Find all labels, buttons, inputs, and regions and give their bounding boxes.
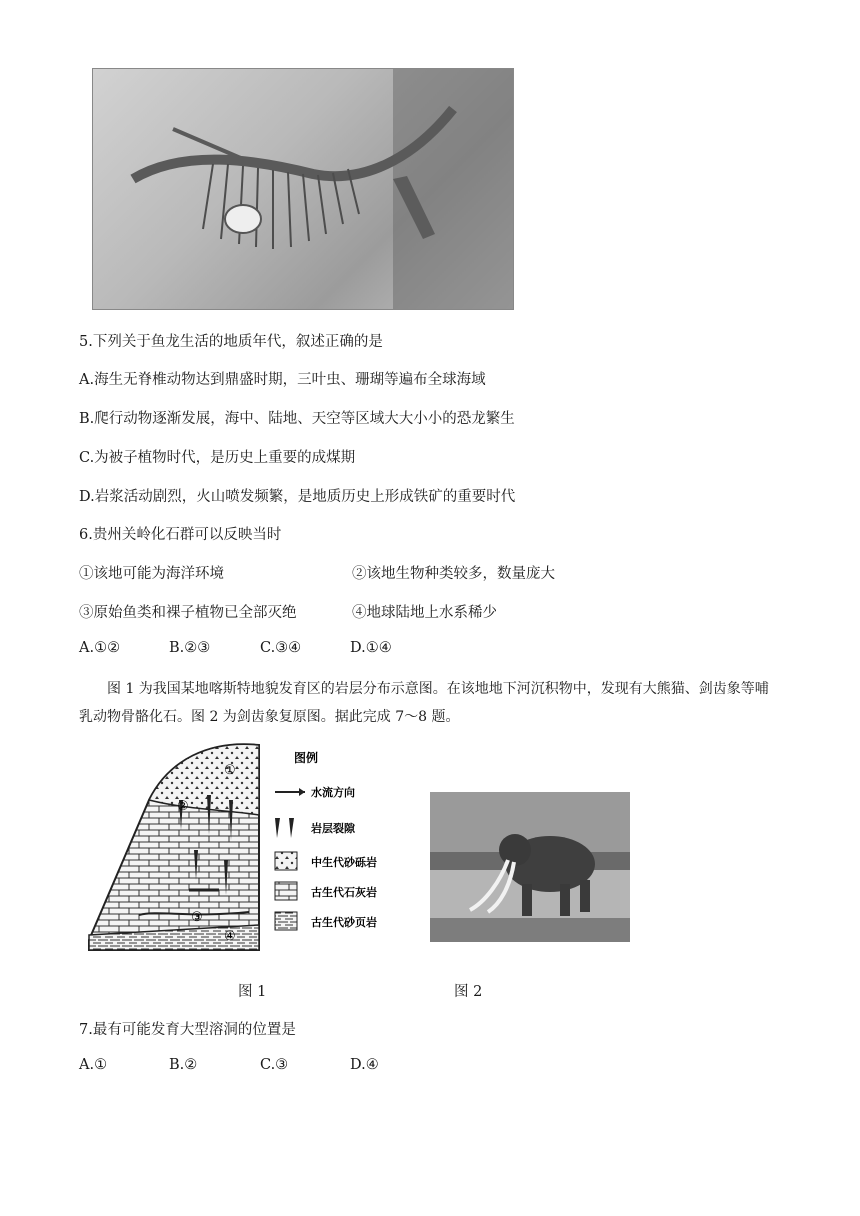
figure-2-stegodon-photo	[430, 792, 630, 942]
figure-2-caption: 图 2	[454, 984, 483, 1000]
legend-rock-crack: 岩层裂隙	[311, 822, 355, 835]
q7-option-d: D.④	[350, 1057, 379, 1073]
strata-svg	[79, 740, 419, 955]
legend-limestone: 古生代石灰岩	[311, 886, 377, 899]
fossil-illustration	[93, 69, 513, 309]
marker-2: ②	[177, 799, 189, 814]
figure-1-caption: 图 1	[238, 984, 267, 1000]
q5-option-c: C.为被子植物时代，是历史上重要的成煤期	[79, 450, 356, 466]
question-5-stem: 5.下列关于鱼龙生活的地质年代，叙述正确的是	[79, 334, 383, 350]
q7-option-a: A.①	[79, 1057, 108, 1073]
figure-1-rock-strata-diagram	[79, 740, 419, 955]
q6-option-b: B.②③	[169, 640, 211, 656]
q6-statement-4: ④地球陆地上水系稀少	[352, 605, 497, 621]
marker-1: ①	[224, 763, 236, 778]
stegodon-illustration	[430, 792, 630, 942]
legend-shale: 古生代砂页岩	[311, 916, 377, 929]
ichthyosaur-fossil-photo	[92, 68, 514, 310]
q6-statement-1: ①该地可能为海洋环境	[79, 566, 224, 582]
q6-option-a: A.①②	[79, 640, 121, 656]
q5-option-a: A.海生无脊椎动物达到鼎盛时期，三叶虫、珊瑚等遍布全球海域	[79, 372, 486, 388]
q5-option-b: B.爬行动物逐渐发展，海中、陆地、天空等区域大大小小的恐龙繁生	[79, 411, 515, 427]
marker-4: ④	[224, 929, 236, 944]
legend-title: 图例	[294, 751, 319, 765]
intro-paragraph: 图 1 为我国某地喀斯特地貌发育区的岩层分布示意图。在该地地下河沉积物中，发现有大熊猫、剑齿象等哺乳动物骨骼化石。图 2 为剑齿象复原图。据此完成 7～8 题。	[79, 681, 769, 725]
q6-option-c: C.③④	[260, 640, 302, 656]
question-6-stem: 6.贵州关岭化石群可以反映当时	[79, 527, 282, 543]
q7-option-c: C.③	[260, 1057, 289, 1073]
q5-option-d: D.岩浆活动剧烈，火山喷发频繁，是地质历史上形成铁矿的重要时代	[79, 489, 516, 505]
q6-statement-3: ③原始鱼类和裸子植物已全部灭绝	[79, 605, 297, 621]
q6-option-d: D.①④	[350, 640, 392, 656]
legend-water-flow: 水流方向	[311, 786, 355, 799]
q7-option-b: B.②	[169, 1057, 198, 1073]
legend-sandstone: 中生代砂砾岩	[311, 856, 377, 869]
q6-statement-2: ②该地生物种类较多，数量庞大	[352, 566, 555, 582]
question-7-stem: 7.最有可能发育大型溶洞的位置是	[79, 1022, 296, 1038]
marker-3: ③	[191, 910, 203, 925]
